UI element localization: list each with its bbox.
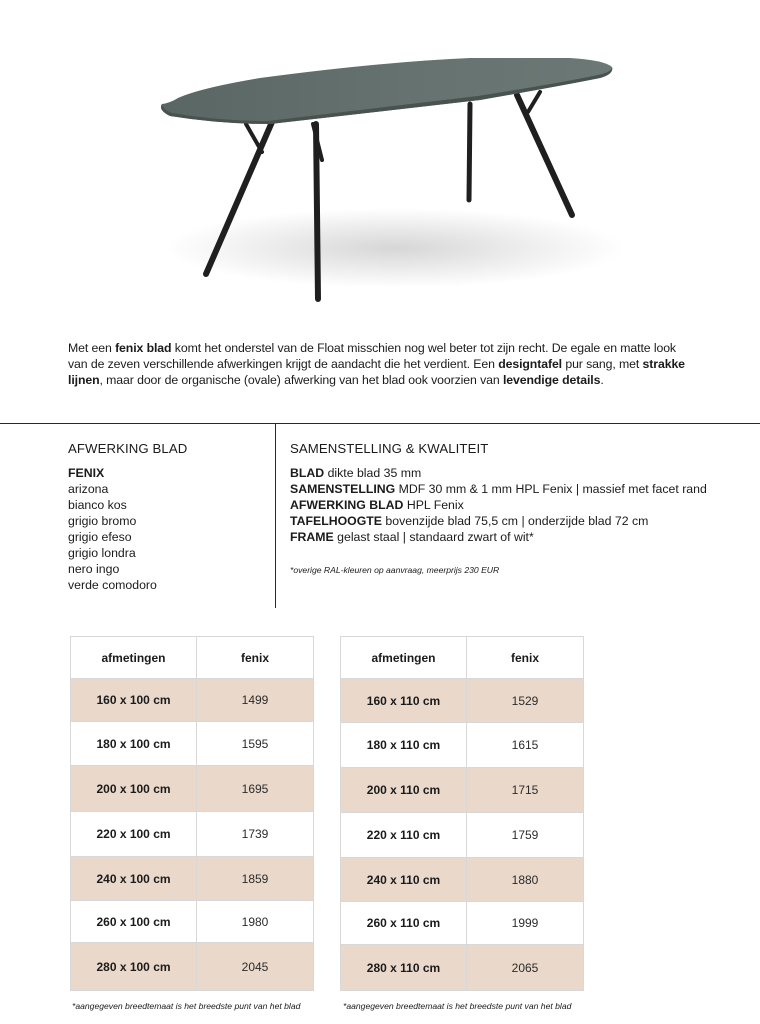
- price-cell: 1615: [467, 723, 584, 768]
- column-header: fenix: [467, 637, 584, 679]
- finish-material: FENIX: [68, 466, 105, 480]
- spec-row: BLAD dikte blad 35 mm: [290, 466, 422, 480]
- size-cell: 280 x 100 cm: [71, 943, 197, 991]
- table-footnote: *aangegeven breedtemaat is het breedste punt van het blad: [72, 1001, 301, 1011]
- table-row: [71, 722, 314, 766]
- spec-row: AFWERKING BLAD HPL Fenix: [290, 498, 464, 512]
- spec-row: FRAME gelast staal | standaard zwart of wit*: [290, 530, 534, 544]
- finish-option: bianco kos: [68, 498, 127, 512]
- table-row: [341, 768, 584, 813]
- size-cell: 220 x 110 cm: [341, 813, 467, 858]
- size-cell: 220 x 100 cm: [71, 812, 197, 857]
- column-header: afmetingen: [71, 637, 197, 679]
- price-cell: 1759: [467, 813, 584, 858]
- price-cell: 2045: [197, 943, 314, 991]
- price-cell: 1715: [467, 768, 584, 813]
- finish-option: grigio efeso: [68, 530, 132, 544]
- table-row: [341, 945, 584, 991]
- specs-heading: SAMENSTELLING & KWALITEIT: [290, 441, 489, 456]
- section-divider: [0, 423, 760, 424]
- price-cell: 1980: [197, 901, 314, 943]
- finish-option: nero ingo: [68, 562, 120, 576]
- price-table-100: [70, 636, 314, 991]
- table-row: [71, 901, 314, 943]
- size-cell: 240 x 100 cm: [71, 857, 197, 901]
- price-cell: 1859: [197, 857, 314, 901]
- spec-list: [290, 465, 750, 545]
- finish-option: verde comodoro: [68, 578, 157, 592]
- price-cell: 1739: [197, 812, 314, 857]
- table-row: [71, 766, 314, 812]
- spec-footnote: *overige RAL-kleuren op aanvraag, meerprijs 230 EUR: [290, 565, 500, 575]
- finish-option: grigio bromo: [68, 514, 137, 528]
- price-cell: 1595: [197, 722, 314, 766]
- size-cell: 180 x 110 cm: [341, 723, 467, 768]
- price-cell: 1999: [467, 902, 584, 945]
- spec-row: SAMENSTELLING MDF 30 mm & 1 mm HPL Fenix | massief met facet rand: [290, 482, 707, 496]
- table-row: [71, 679, 314, 722]
- spec-row: TAFELHOOGTE bovenzijde blad 75,5 cm | onderzijde blad 72 cm: [290, 514, 649, 528]
- finish-option: grigio londra: [68, 546, 136, 560]
- size-cell: 160 x 110 cm: [341, 679, 467, 723]
- table-row: [341, 723, 584, 768]
- price-cell: 1529: [467, 679, 584, 723]
- intro-paragraph: Met een fenix blad komt het onderstel van de Float misschien nog wel beter tot zijn recht. De egale en matte look van de zeven verschillende afwerkingen krijgt de aandacht die het verdient. Een designtafel pur sang, met strakke lijnen, maar door de organische (ovale) afwerking van het blad ook voorzien van levendige details.: [68, 341, 685, 388]
- table-row: [341, 902, 584, 945]
- finish-list: [68, 465, 157, 593]
- price-cell: 1695: [197, 766, 314, 812]
- size-cell: 240 x 110 cm: [341, 858, 467, 902]
- table-footnote: *aangegeven breedtemaat is het breedste punt van het blad: [343, 1001, 572, 1011]
- table-top: [161, 58, 612, 124]
- table-row: [71, 857, 314, 901]
- column-divider: [275, 424, 276, 608]
- table-header-row: [71, 637, 314, 679]
- table-row: [341, 679, 584, 723]
- size-cell: 160 x 100 cm: [71, 679, 197, 722]
- size-cell: 260 x 110 cm: [341, 902, 467, 945]
- size-cell: 200 x 110 cm: [341, 768, 467, 813]
- table-row: [341, 813, 584, 858]
- size-cell: 260 x 100 cm: [71, 901, 197, 943]
- table-row: [341, 858, 584, 902]
- table-row: [71, 812, 314, 857]
- column-header: fenix: [197, 637, 314, 679]
- size-cell: 200 x 100 cm: [71, 766, 197, 812]
- size-cell: 180 x 100 cm: [71, 722, 197, 766]
- price-cell: 1880: [467, 858, 584, 902]
- column-header: afmetingen: [341, 637, 467, 679]
- finish-option: arizona: [68, 482, 109, 496]
- size-cell: 280 x 110 cm: [341, 945, 467, 991]
- table-product-image: [0, 0, 760, 330]
- price-table-110: [340, 636, 584, 991]
- price-cell: 1499: [197, 679, 314, 722]
- price-cell: 2065: [467, 945, 584, 991]
- finish-heading: AFWERKING BLAD: [68, 441, 188, 456]
- table-header-row: [341, 637, 584, 679]
- table-row: [71, 943, 314, 991]
- floor-shadow: [165, 208, 625, 288]
